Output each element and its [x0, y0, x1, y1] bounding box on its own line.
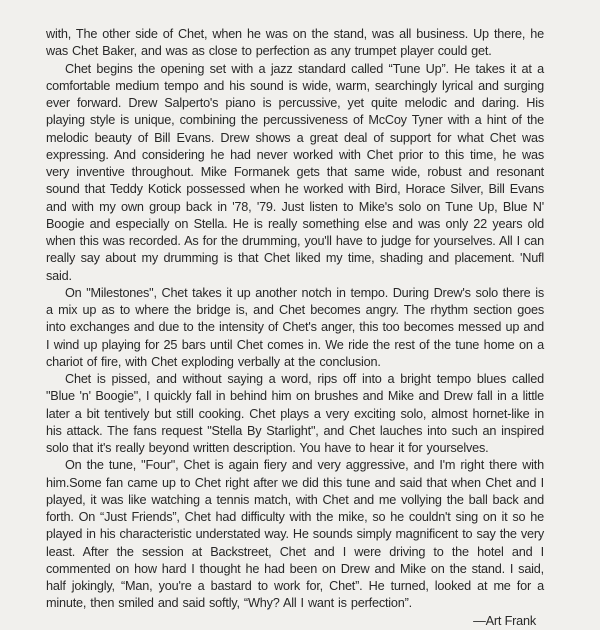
paragraph-continuation: with, The other side of Chet, when he was on the stand, was all business. Up there, he was Chet Baker, and was as close to perfection as any trumpet player could get.	[46, 27, 544, 59]
author-signature: —Art Frank	[473, 613, 536, 628]
paragraph-opening-set: Chet begins the opening set with a jazz standard called “Tune Up”. He takes it at a comfortable medium tempo and his sound is wide, warm, searchingly lyrical and surging ever forward. Drew Salperto's piano is percussive, yet quite melodic and daring. His playing style is unique, combining the percussiveness of McCoy Tyner with a hint of the melodic beauty of Bill Evans. Drew shows a great deal of support for what Chet was expressing. And considering he had never worked with Chet prior to this time, he was very inventive throughout. Mike Formanek gets that same wide, robust and resonant sound that Teddy Kotick possessed when he worked with Bird, Horace Silver, Bill Evans and with my own group back in '78, '79. Just listen to Mike's solo on Tune Up, Blue N' Boogie and especially on Stella. He is really something else and was only 22 years old when this was recorded. As for the drumming, you'll have to judge for yourselves. All I can really say about my drumming is that Chet liked my time, shading and placement. 'Nufl said.	[46, 61, 544, 283]
paragraph-milestones: On "Milestones", Chet takes it up another notch in tempo. During Drew's solo there is a mix up as to where the bridge is, and Chet becomes angry. The rhythm section goes into exchanges and due to the intensity of Chet's anger, this too becomes messed up and I wind up playing for 25 bars until Chet comes in. We ride the rest of the tune home on a chariot of fire, with Chet exploding verbally at the conclusion.	[46, 285, 544, 369]
paragraph-four-just-friends: On the tune, "Four", Chet is again fiery and very aggressive, and I'm right there with him.Some fan came up to Chet right after we did this tune and said that when Chet and I played, it was like watching a tennis match, with Chet and me vollying the ball back and forth. On “Just Friends”, Chet had difficulty with the mike, so he couldn't sing on it so he played in his characteristic understated way. He sounds simply magnificent to say the very least. After the session at Backstreet, Chet and I were driving to the hotel and I commented on how hard I thought he had been on Drew and Mike on the stand. I said, half jokingly, “Man, you're a bastard to work for, Chet”. He turned, looked at me for a minute, then smiled and said softly, “Why? All I want is perfection”.	[46, 458, 544, 611]
paragraph-blue-n-boogie: Chet is pissed, and without saying a word, rips off into a bright tempo blues called "Blue 'n' Boogie", I quickly fall in behind him on brushes and Mike and Drew fall in a little later a bit tentively but still cooking. Chet plays a very exciting solo, almost hornet-like in his attack. The fans request "Stella By Starlight", and Chet lauches into such an inspired solo that it's really beyond written description. You have to hear it for yourselves.	[46, 372, 544, 455]
liner-notes-text	[46, 26, 544, 630]
